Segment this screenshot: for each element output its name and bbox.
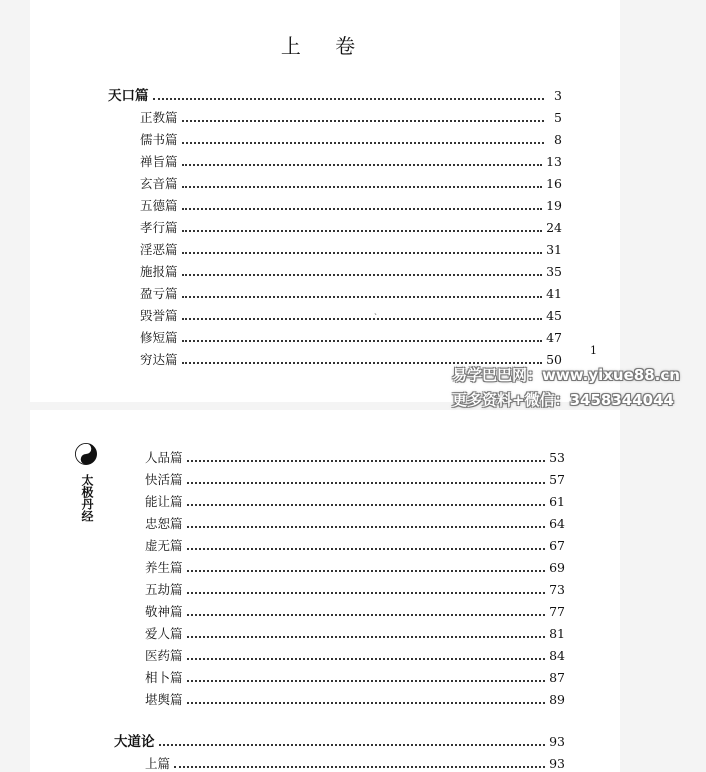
toc-entry xyxy=(145,511,565,531)
toc-entry-title: 毁誉篇 xyxy=(140,308,178,323)
toc-entry-page: 50 xyxy=(546,352,562,367)
toc-entry-page: 87 xyxy=(549,670,565,685)
toc-leader-dots xyxy=(187,504,546,506)
toc-entry-title: 穷达篇 xyxy=(140,352,178,367)
toc-entry xyxy=(140,193,562,213)
toc-entry-title: 正教篇 xyxy=(140,110,178,125)
toc-entry-page: 53 xyxy=(549,450,565,465)
toc-entry-title: 忠恕篇 xyxy=(145,516,183,531)
toc-leader-dots xyxy=(182,120,544,122)
toc-entry-page: 57 xyxy=(549,472,565,487)
toc-entry-title: 玄音篇 xyxy=(140,176,178,191)
toc-entry xyxy=(145,467,565,487)
toc-entry-page: 64 xyxy=(549,516,565,531)
toc-entry-page: 67 xyxy=(549,538,565,553)
toc-entry-title: 施报篇 xyxy=(140,264,178,279)
toc-leader-dots xyxy=(159,744,546,746)
toc-entry-title: 上篇 xyxy=(145,756,171,771)
toc-entry-title: 医药篇 xyxy=(145,648,183,663)
toc-entry-page: 84 xyxy=(549,648,565,663)
toc-entry xyxy=(140,215,562,235)
toc-entry-page: 89 xyxy=(549,692,565,707)
toc-entry-title: 人品篇 xyxy=(145,450,183,465)
toc-leader-dots xyxy=(182,296,543,298)
toc-entry-title: 儒书篇 xyxy=(140,132,178,147)
toc-entry xyxy=(145,665,565,685)
toc-entry-title: 五劫篇 xyxy=(145,582,183,597)
toc-entry-page: 16 xyxy=(546,176,562,191)
toc-entry-title: 盈亏篇 xyxy=(140,286,178,301)
toc-leader-dots xyxy=(187,658,546,660)
toc-entry xyxy=(145,577,565,597)
toc-leader-dots xyxy=(182,274,543,276)
toc-entry xyxy=(140,171,562,191)
toc-entry-title: 爱人篇 xyxy=(145,626,183,641)
toc-entry xyxy=(145,533,565,553)
toc-page-2 xyxy=(30,410,620,772)
toc-list-1 xyxy=(30,0,620,402)
toc-entry-title: 能让篇 xyxy=(145,494,183,509)
toc-entry-page: 61 xyxy=(549,494,565,509)
toc-leader-dots xyxy=(182,186,543,188)
toc-entry-page: 93 xyxy=(549,756,565,771)
page-number: 1 xyxy=(590,344,597,357)
toc-entry xyxy=(140,105,562,125)
toc-entry-title: 修短篇 xyxy=(140,330,178,345)
toc-leader-dots xyxy=(182,208,543,210)
toc-entry-title: 大道论 xyxy=(114,734,155,750)
toc-leader-dots xyxy=(187,482,546,484)
toc-leader-dots xyxy=(187,680,546,682)
toc-leader-dots xyxy=(187,548,546,550)
toc-entry-title: 养生篇 xyxy=(145,560,183,575)
toc-leader-dots xyxy=(182,252,543,254)
toc-entry-page: 45 xyxy=(546,308,562,323)
toc-entry xyxy=(145,643,565,663)
toc-entry-page: 13 xyxy=(546,154,562,169)
toc-list-2 xyxy=(30,410,620,772)
toc-entry xyxy=(140,303,562,323)
toc-entry-page: 19 xyxy=(546,198,562,213)
toc-page-1 xyxy=(30,0,620,402)
toc-entry-page: 8 xyxy=(554,132,562,147)
toc-entry xyxy=(140,259,562,279)
toc-entry-title: 五德篇 xyxy=(140,198,178,213)
toc-entry xyxy=(108,83,562,103)
toc-entry-title: 相卜篇 xyxy=(145,670,183,685)
toc-entry-page: 77 xyxy=(549,604,565,619)
watermark-line-2: 更多资料+微信：3458344044 xyxy=(452,391,674,409)
toc-entry-page: 69 xyxy=(549,560,565,575)
toc-entry xyxy=(145,751,565,771)
toc-leader-dots xyxy=(182,230,543,232)
toc-entry-page: 5 xyxy=(554,110,562,125)
toc-entry xyxy=(140,281,562,301)
toc-entry-title: 孝行篇 xyxy=(140,220,178,235)
toc-entry xyxy=(145,599,565,619)
toc-entry-title: 堪舆篇 xyxy=(145,692,183,707)
toc-leader-dots xyxy=(174,766,545,768)
toc-leader-dots xyxy=(187,614,546,616)
toc-entry xyxy=(145,555,565,575)
toc-entry-page: 47 xyxy=(546,330,562,345)
toc-entry-page: 3 xyxy=(554,88,562,103)
toc-entry xyxy=(145,445,565,465)
toc-leader-dots xyxy=(187,592,546,594)
toc-entry-page: 93 xyxy=(549,734,565,749)
toc-entry-title: 快活篇 xyxy=(145,472,183,487)
toc-leader-dots xyxy=(153,98,545,100)
toc-leader-dots xyxy=(182,142,544,144)
toc-leader-dots xyxy=(182,318,543,320)
stray-mark: ˏ xyxy=(374,306,377,316)
toc-entry-title: 禅旨篇 xyxy=(140,154,178,169)
toc-entry-page: 31 xyxy=(546,242,562,257)
toc-entry-page: 81 xyxy=(549,626,565,641)
volume-title: 上 卷 xyxy=(280,34,370,58)
toc-entry xyxy=(145,489,565,509)
toc-leader-dots xyxy=(182,164,543,166)
toc-entry-page: 35 xyxy=(546,264,562,279)
toc-entry-title: 虚无篇 xyxy=(145,538,183,553)
toc-entry-page: 41 xyxy=(546,286,562,301)
toc-entry xyxy=(145,687,565,707)
toc-entry-page: 24 xyxy=(546,220,562,235)
toc-entry-title: 淫恶篇 xyxy=(140,242,178,257)
watermark-line-1: 易学巴巴网：www.yixue88.cn xyxy=(452,366,680,384)
toc-entry-title: 天口篇 xyxy=(108,88,149,104)
toc-entry xyxy=(140,237,562,257)
toc-leader-dots xyxy=(187,460,546,462)
toc-entry xyxy=(145,621,565,641)
toc-entry xyxy=(140,325,562,345)
toc-entry-page: 73 xyxy=(549,582,565,597)
toc-entry xyxy=(140,149,562,169)
toc-leader-dots xyxy=(187,570,546,572)
toc-leader-dots xyxy=(187,526,546,528)
toc-entry xyxy=(114,729,565,749)
toc-leader-dots xyxy=(187,702,546,704)
toc-entry-title: 敬神篇 xyxy=(145,604,183,619)
book-title: 太极丹经 xyxy=(80,474,94,522)
toc-entry xyxy=(140,127,562,147)
toc-leader-dots xyxy=(182,340,543,342)
toc-leader-dots xyxy=(187,636,546,638)
